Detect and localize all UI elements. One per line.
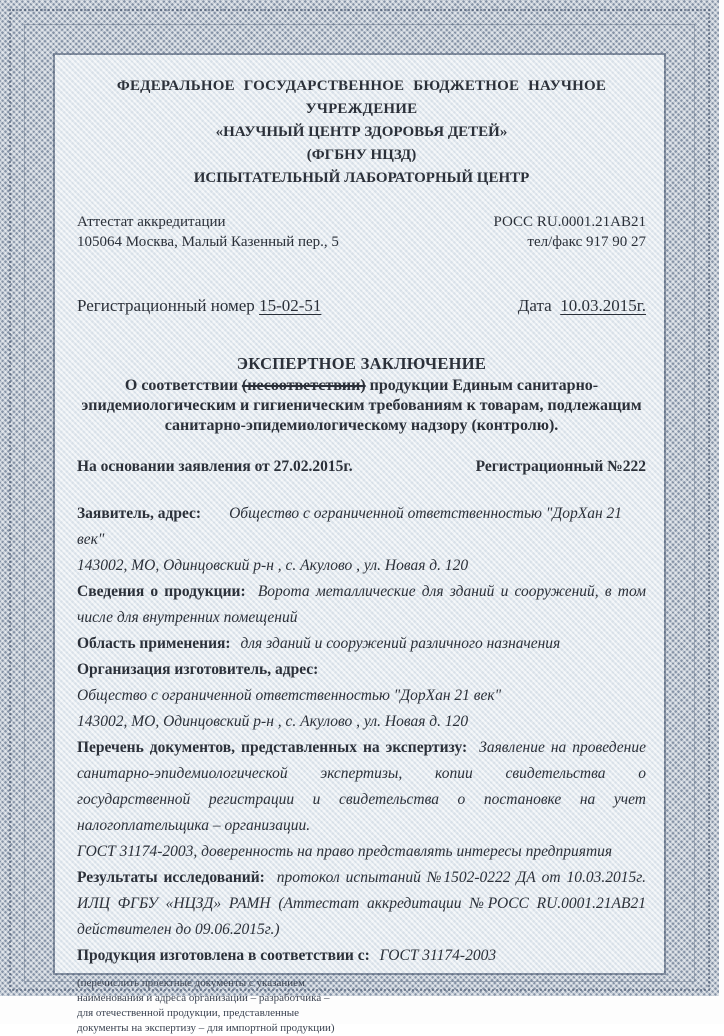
manufacturer-address: 143002, МО, Одинцовский р-н , с. Акулово , ул. Новая д. 120	[77, 713, 469, 730]
conformity-line	[77, 943, 646, 969]
date-label: Дата	[517, 296, 552, 315]
title-pre: О соответствии	[124, 377, 242, 394]
title-subtitle-line3: санитарно-эпидемиологическому надзору (контролю).	[164, 417, 559, 434]
title-subtitle-line2: эпидемиологическим и гигиеническим требованиям к товарам, подлежащим	[81, 397, 642, 414]
applicant-address: 143002, МО, Одинцовский р-н , с. Акулово , ул. Новая д. 120	[77, 557, 469, 574]
product-line	[77, 579, 646, 631]
documents-line2	[77, 839, 646, 865]
accreditation-number: РОСС RU.0001.21АВ21	[493, 214, 646, 230]
product-label: Сведения о продукции:	[77, 583, 246, 600]
registration-number: 15-02-51	[259, 296, 322, 315]
registration-number-line	[77, 294, 321, 318]
applicant-label: Заявитель, адрес:	[77, 505, 202, 522]
footnote-line4: документы на экспертизу – для импортной продукции)	[77, 1022, 335, 1034]
basis-reg-number: Регистрационный №222	[475, 458, 646, 475]
registration-row	[77, 294, 646, 318]
footnote-line2: наименования и адреса организации – разработчика –	[77, 992, 330, 1004]
application-basis: На основании заявления от 27.02.2015г.	[77, 458, 353, 475]
documents-value: Заявление на проведение санитарно-эпидемиологической экспертизы, копии свидетельства о государственной регистрации и свидетельства о постановке на учет налогоплательщика – организации.	[77, 739, 646, 834]
manufacturer-label: Организация изготовитель, адрес:	[77, 661, 319, 678]
footnote	[77, 976, 646, 1036]
manufacturer-name-line	[77, 683, 646, 709]
applicant-value: Общество с ограниченной ответственностью "ДорХан 21 век"	[77, 505, 623, 548]
title-main: ЭКСПЕРТНОЕ ЗАКЛЮЧЕНИЕ	[236, 354, 487, 373]
basis-row	[77, 457, 646, 477]
org-name-line1: ФЕДЕРАЛЬНОЕ ГОСУДАРСТВЕННОЕ БЮДЖЕТНОЕ НАУЧНОЕ УЧРЕЖДЕНИЕ	[116, 78, 607, 117]
registration-date-line	[518, 294, 646, 318]
accreditation-address: 105064 Москва, Малый Казенный пер., 5	[77, 234, 339, 250]
product-value: Ворота металлические для зданий и сооружений, в том числе для внутренних помещений	[77, 583, 646, 626]
struck-word: (несоответствии)	[241, 377, 366, 394]
org-name-line2: «НАУЧНЫЙ ЦЕНТР ЗДОРОВЬЯ ДЕТЕЙ»	[215, 124, 508, 140]
accreditation-right	[494, 212, 646, 252]
documents-label: Перечень документов, представленных на экспертизу:	[77, 739, 468, 756]
accreditation-left	[77, 212, 339, 252]
results-label: Результаты исследований:	[77, 869, 265, 886]
manufacturer-label-line	[77, 657, 646, 683]
date-value: 10.03.2015г.	[560, 296, 646, 315]
results-line	[77, 865, 646, 943]
manufacturer-name: Общество с ограниченной ответственностью "ДорХан 21 век"	[77, 687, 502, 704]
scope-value: для зданий и сооружений различного назначения	[240, 635, 561, 652]
accreditation-row	[77, 212, 646, 252]
conformity-value: ГОСТ 31174-2003	[379, 947, 497, 964]
scope-line	[77, 631, 646, 657]
organization-header	[77, 75, 646, 190]
document-body	[55, 55, 664, 1034]
title-subtitle-line1	[77, 376, 646, 396]
org-lab-center: ИСПЫТАТЕЛЬНЫЙ ЛАБОРАТОРНЫЙ ЦЕНТР	[193, 170, 530, 186]
conformity-label: Продукция изготовлена в соответствии с:	[77, 947, 370, 964]
footnote-line3: для отечественной продукции, представленные	[77, 1007, 300, 1019]
applicant-line	[77, 501, 646, 553]
applicant-address-line	[77, 553, 646, 579]
results-value: протокол испытаний №1502-0222 ДА от 10.03.2015г. ИЛЦ ФГБУ «НЦЗД» РАМН (Аттестат аккредитации №РОСС RU.0001.21АВ21 действителен до 09.06.2015г.)	[77, 869, 646, 938]
title-post: продукции Единым санитарно-	[365, 377, 599, 394]
footnote-line1: (перечислить проектные документы с указанием	[77, 977, 305, 989]
document-title	[77, 354, 646, 436]
documents-value2: ГОСТ 31174-2003, доверенность на право представлять интересы предприятия	[77, 843, 613, 860]
document-fields	[77, 501, 646, 969]
accreditation-phone: тел/факс 917 90 27	[527, 234, 646, 250]
scope-label: Область применения:	[77, 635, 231, 652]
accreditation-label: Аттестат аккредитации	[77, 214, 226, 230]
org-abbreviation: (ФГБНУ НЦЗД)	[306, 147, 417, 163]
documents-line	[77, 735, 646, 839]
registration-label: Регистрационный номер	[77, 296, 255, 315]
manufacturer-address-line	[77, 709, 646, 735]
